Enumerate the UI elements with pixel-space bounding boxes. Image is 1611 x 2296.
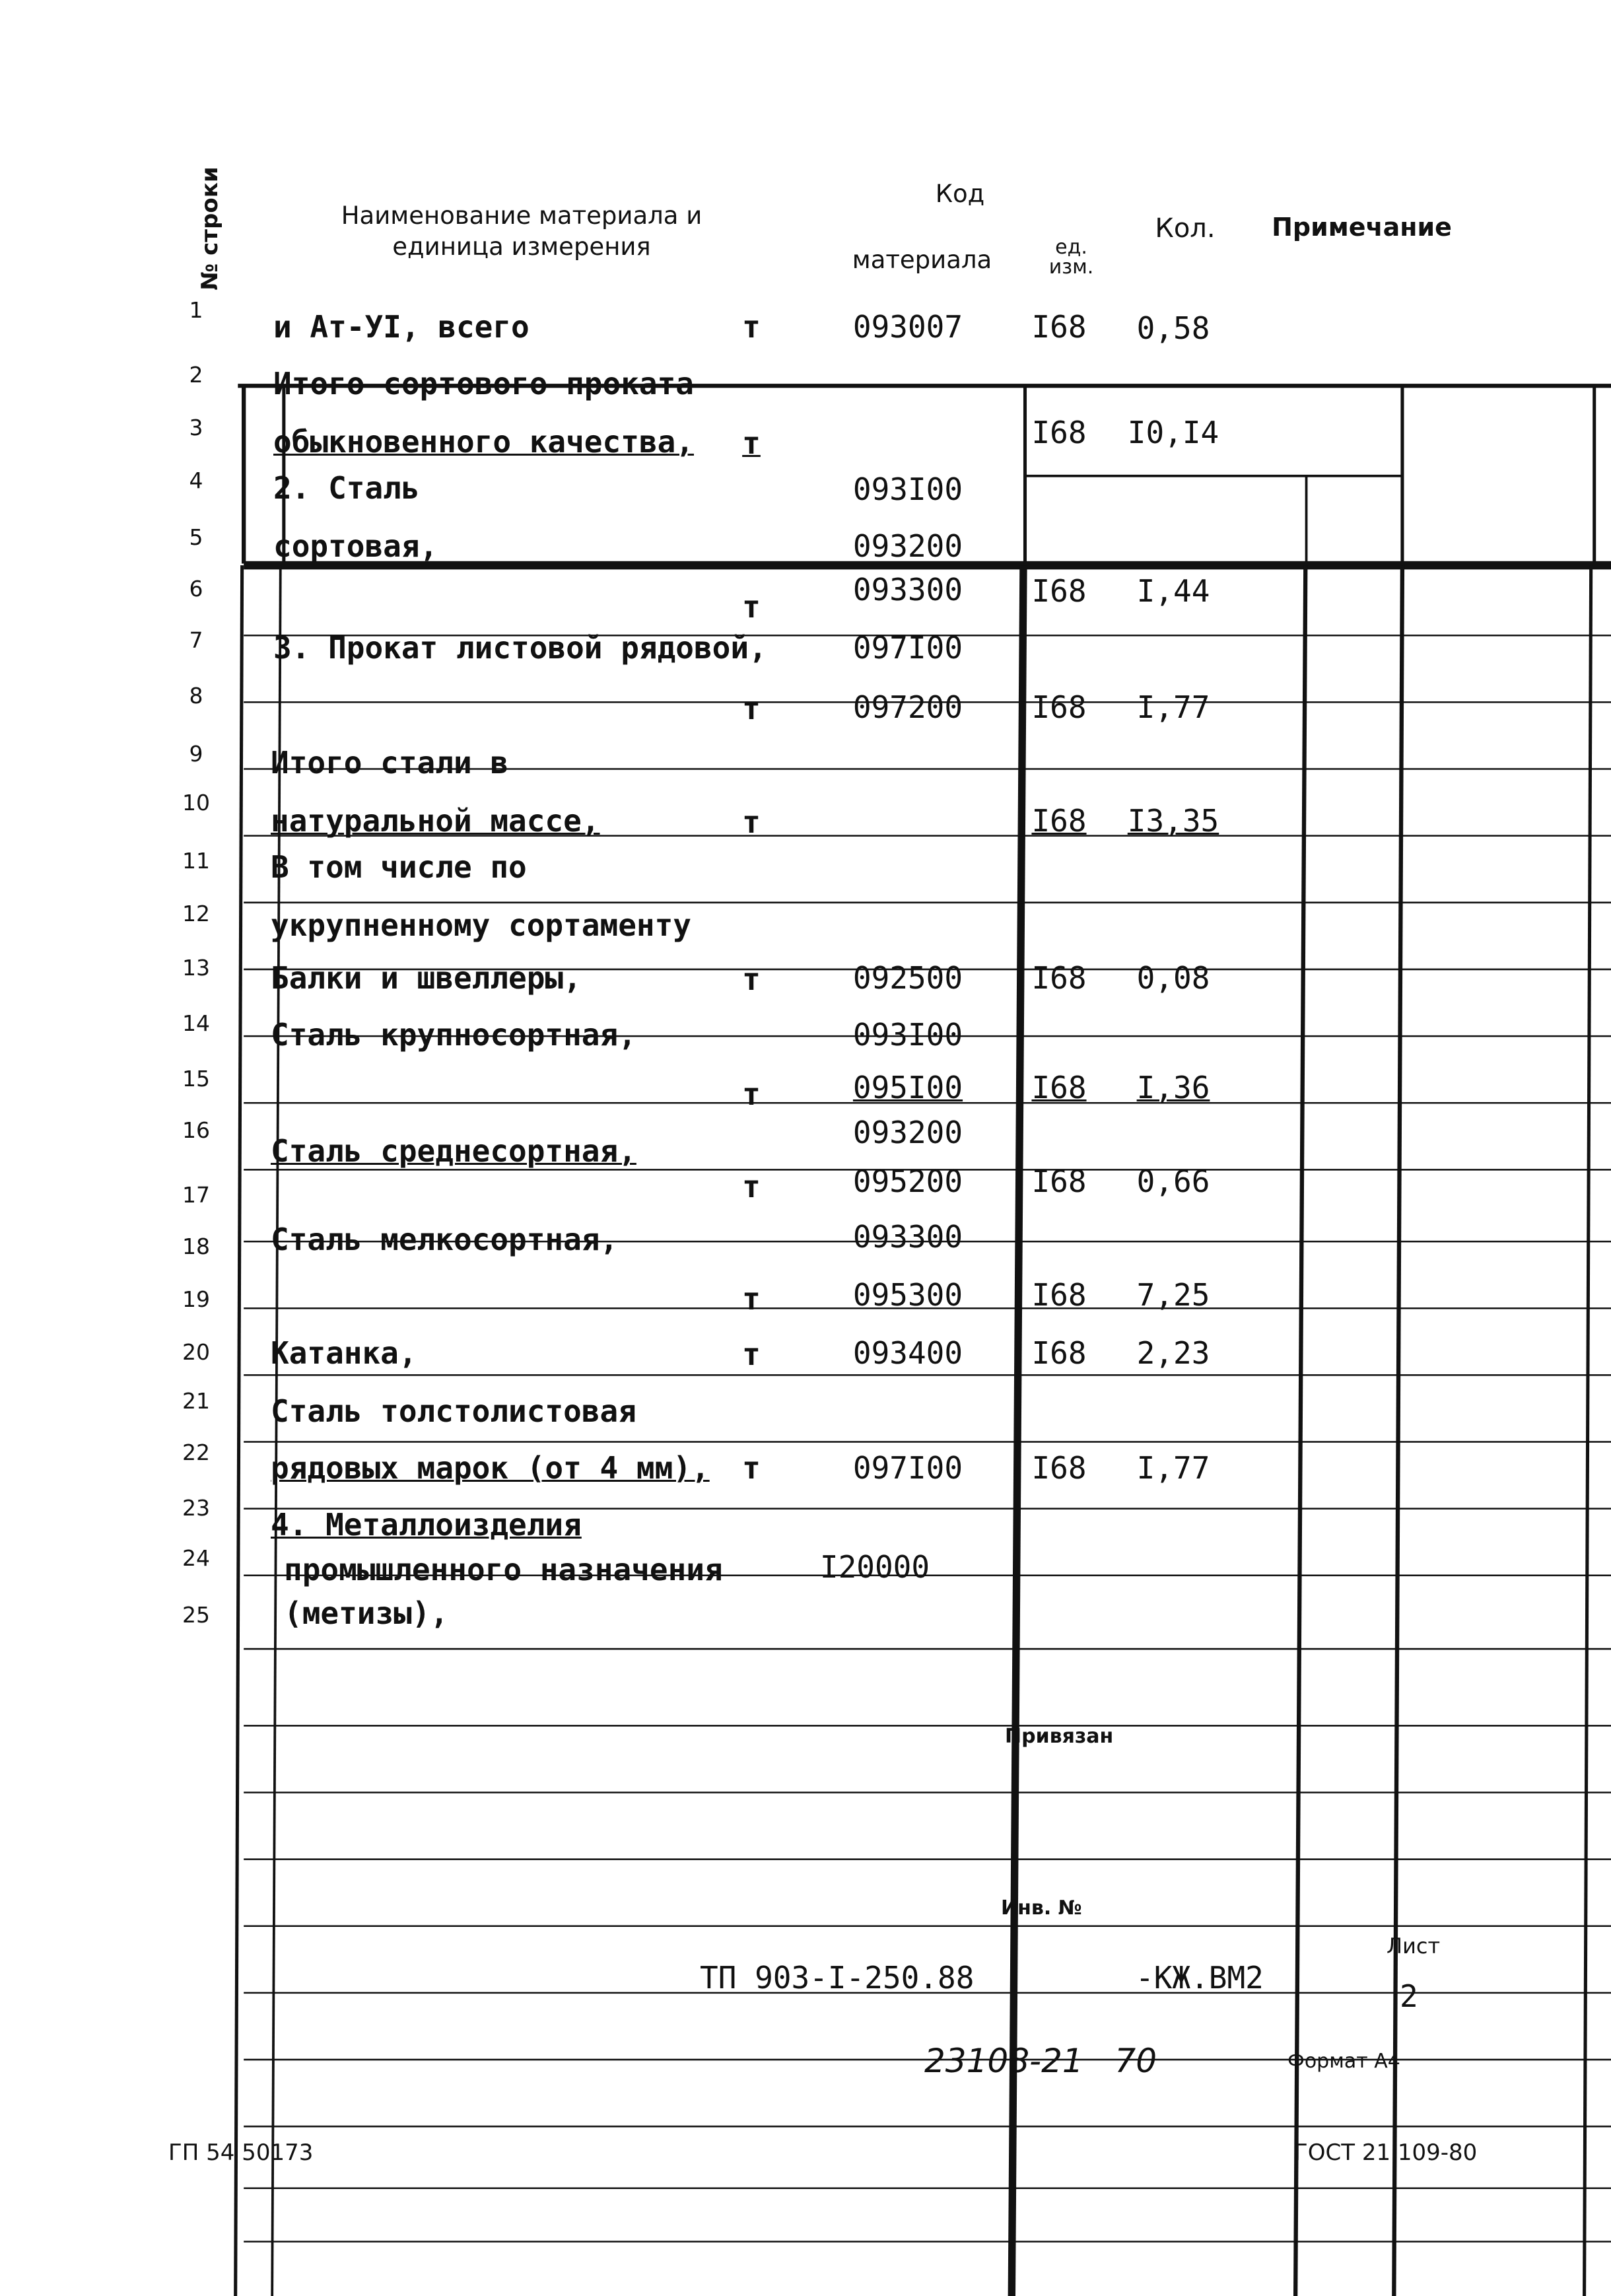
row-number: 22 bbox=[182, 1440, 210, 1465]
row-name: (метизы), bbox=[284, 1595, 449, 1631]
row-code: I20000 bbox=[819, 1549, 930, 1585]
row-code: 097I00 bbox=[852, 1450, 963, 1486]
row-number: 9 bbox=[189, 741, 203, 767]
row-name: обыкновенного качества, bbox=[273, 424, 694, 460]
row-name: натуральной массе, bbox=[271, 803, 600, 839]
row-name: рядовых марок (от 4 мм), bbox=[271, 1450, 710, 1486]
row-unit: т bbox=[742, 425, 761, 461]
row-number: 7 bbox=[189, 627, 203, 653]
row-number: 14 bbox=[182, 1010, 210, 1036]
gost-label: ГОСТ 21.109-80 bbox=[1294, 2139, 1478, 2166]
row-number: 25 bbox=[182, 1602, 210, 1628]
row-code: 093200 bbox=[852, 1115, 963, 1150]
left-code: ГП 54 50173 bbox=[168, 2139, 314, 2166]
row-qty: 7,25 bbox=[1136, 1277, 1210, 1313]
sheet-label: Лист bbox=[1387, 1933, 1441, 1959]
row-ed: I68 bbox=[1031, 415, 1087, 450]
header-name-line1: Наименование материала и bbox=[341, 201, 703, 230]
row-code: 093200 bbox=[852, 528, 963, 564]
row-unit: т bbox=[742, 1169, 761, 1204]
row-unit: т bbox=[742, 1450, 761, 1486]
row-code: 095300 bbox=[852, 1277, 963, 1313]
row-unit: т bbox=[742, 691, 761, 726]
row-code: 097200 bbox=[852, 689, 963, 725]
row-name: 2. Сталь bbox=[273, 470, 420, 506]
row-number: 4 bbox=[189, 468, 203, 493]
row-qty: 0,58 bbox=[1136, 310, 1210, 346]
row-name: Сталь среднесортная, bbox=[271, 1133, 636, 1169]
row-number: 21 bbox=[182, 1388, 210, 1414]
header-row-number: № строки bbox=[197, 166, 223, 291]
row-number: 10 bbox=[182, 790, 210, 816]
document-code: ТП 903-I-250.88 bbox=[700, 1960, 975, 1996]
row-name: Сталь мелкосортная, bbox=[271, 1222, 619, 1257]
row-qty: I,77 bbox=[1136, 1450, 1210, 1486]
row-qty: I,77 bbox=[1136, 689, 1210, 725]
stamp-privyazan: Привязан bbox=[1005, 1725, 1114, 1748]
row-code: 097I00 bbox=[852, 630, 963, 666]
row-unit: т bbox=[742, 1337, 761, 1372]
row-ed: I68 bbox=[1031, 1070, 1087, 1105]
row-qty: 0,08 bbox=[1136, 960, 1210, 996]
row-number: 18 bbox=[182, 1234, 210, 1259]
row-name: сортовая, bbox=[273, 528, 438, 564]
row-name: Сталь крупносортная, bbox=[271, 1017, 636, 1053]
row-number: 13 bbox=[182, 955, 210, 981]
row-qty: I,44 bbox=[1136, 573, 1210, 609]
row-unit: т bbox=[742, 1281, 761, 1317]
row-name: 3. Прокат листовой рядовой, bbox=[273, 630, 767, 666]
row-name: Итого стали в bbox=[271, 745, 509, 781]
row-code: 093300 bbox=[852, 572, 963, 608]
row-name: В том числе по bbox=[271, 849, 527, 885]
row-code: 095200 bbox=[852, 1164, 963, 1199]
row-ed: I68 bbox=[1031, 960, 1087, 996]
format-label: Формат А4 bbox=[1287, 2050, 1400, 2073]
row-qty: 0,66 bbox=[1136, 1164, 1210, 1199]
row-qty: I,36 bbox=[1136, 1070, 1210, 1105]
row-unit: т bbox=[742, 589, 761, 625]
handwritten-number: 23108-21 70 bbox=[924, 2042, 1157, 2080]
row-code: 093400 bbox=[852, 1335, 963, 1371]
row-number: 6 bbox=[189, 576, 203, 602]
header-qty: Кол. bbox=[1155, 213, 1216, 244]
row-ed: I68 bbox=[1031, 1335, 1087, 1371]
row-ed: I68 bbox=[1031, 1450, 1087, 1486]
row-name: и Ат-УI, всего bbox=[273, 309, 530, 345]
row-code: 092500 bbox=[852, 960, 963, 996]
row-unit: т bbox=[742, 1076, 761, 1112]
header-note: Примечание bbox=[1272, 213, 1452, 242]
row-ed: I68 bbox=[1031, 689, 1087, 725]
row-ed: I68 bbox=[1031, 803, 1087, 839]
stamp-inv-no: Инв. № bbox=[1001, 1896, 1082, 1920]
row-name: Итого сортового проката bbox=[273, 366, 694, 401]
row-number: 2 bbox=[189, 362, 203, 388]
row-number: 15 bbox=[182, 1066, 210, 1092]
header-name-line2: единица измерения bbox=[392, 232, 651, 261]
row-number: 24 bbox=[182, 1545, 210, 1571]
row-code: 093I00 bbox=[852, 1017, 963, 1053]
row-number: 3 bbox=[189, 415, 203, 440]
document-suffix: -КЖ.ВМ2 bbox=[1136, 1960, 1264, 1996]
row-ed: I68 bbox=[1031, 309, 1087, 345]
row-number: 19 bbox=[182, 1286, 210, 1312]
sheet-number: 2 bbox=[1400, 1978, 1418, 2014]
row-name: укрупненному сортаменту bbox=[271, 907, 691, 943]
row-number: 8 bbox=[189, 683, 203, 709]
row-name: промышленного назначения bbox=[284, 1552, 723, 1587]
row-number: 16 bbox=[182, 1117, 210, 1143]
row-number: 5 bbox=[189, 524, 203, 550]
row-code: 093007 bbox=[852, 309, 963, 345]
row-number: 11 bbox=[182, 848, 210, 874]
row-name: Балки и швеллеры, bbox=[271, 960, 582, 996]
row-number: 17 bbox=[182, 1182, 210, 1208]
row-ed: I68 bbox=[1031, 1277, 1087, 1313]
row-unit: т bbox=[742, 804, 761, 840]
row-code: 093I00 bbox=[852, 471, 963, 507]
row-code: 093300 bbox=[852, 1219, 963, 1255]
row-unit: т bbox=[742, 961, 761, 997]
row-ed: I68 bbox=[1031, 1164, 1087, 1199]
header-code: Код bbox=[935, 180, 985, 208]
row-name: Сталь толстолистовая bbox=[271, 1393, 636, 1429]
header-code-unit: ед. изм. bbox=[1048, 236, 1094, 279]
row-qty: 2,23 bbox=[1136, 1335, 1210, 1371]
row-number: 23 bbox=[182, 1495, 210, 1521]
row-unit: т bbox=[742, 309, 761, 345]
row-qty: I0,I4 bbox=[1127, 415, 1219, 450]
row-number: 12 bbox=[182, 901, 210, 926]
header-code-material: материала bbox=[852, 246, 992, 274]
row-number: 20 bbox=[182, 1339, 210, 1365]
row-code: 095I00 bbox=[852, 1070, 963, 1105]
row-qty: I3,35 bbox=[1127, 803, 1219, 839]
row-ed: I68 bbox=[1031, 573, 1087, 609]
row-name: Катанка, bbox=[271, 1335, 417, 1371]
row-name: 4. Металлоизделия bbox=[271, 1507, 582, 1543]
row-number: 1 bbox=[189, 297, 203, 323]
